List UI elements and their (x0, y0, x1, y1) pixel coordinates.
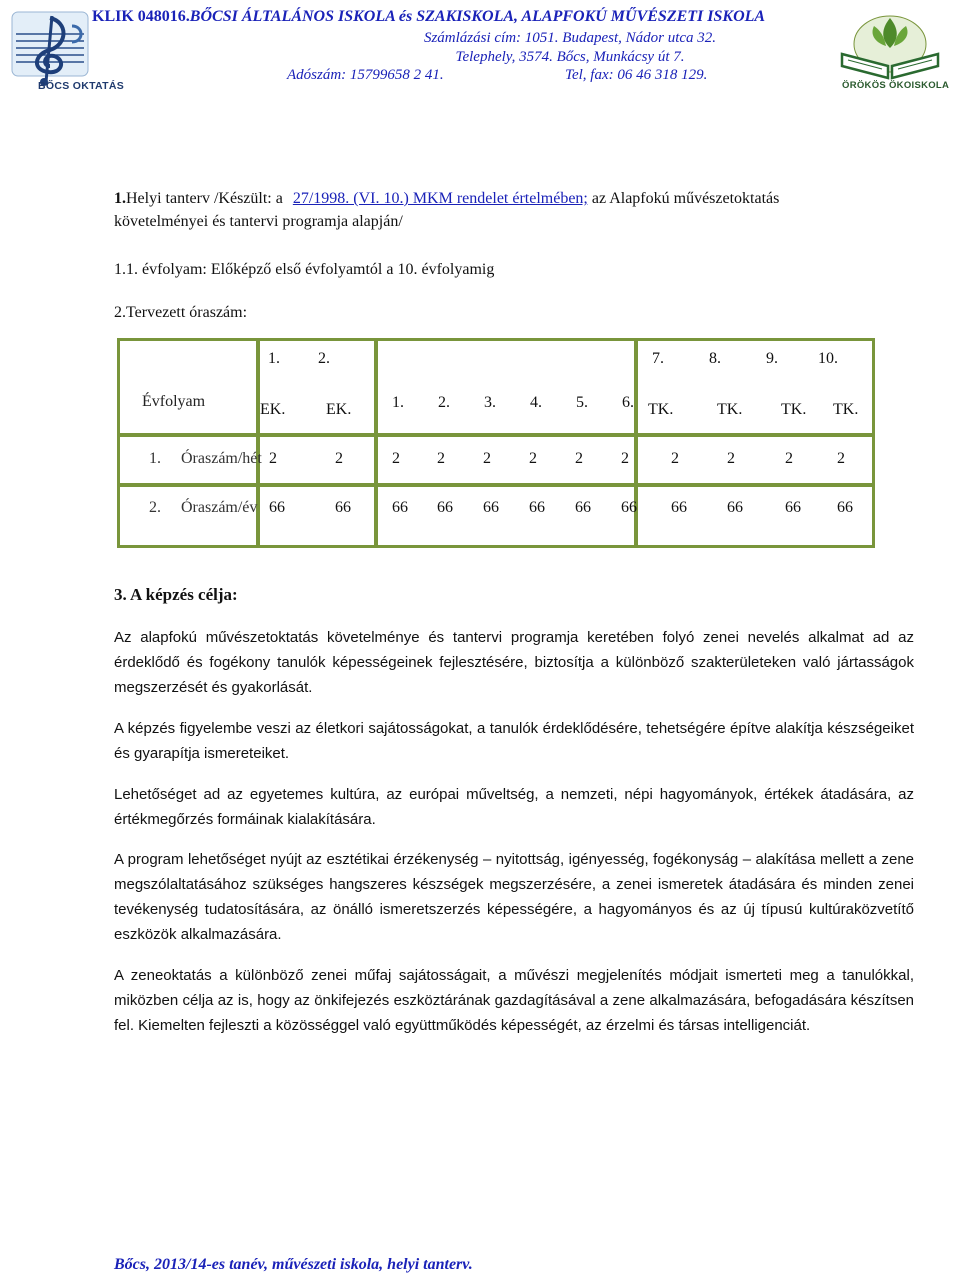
row-label: Óraszám/év (181, 499, 258, 516)
table-cell-value: 66 (785, 499, 801, 516)
site-address: Telephely, 3574. Bőcs, Munkácsy út 7. (455, 49, 685, 65)
grade-bottom: 6. (622, 394, 634, 411)
column-divider (374, 433, 378, 548)
grade-header: Évfolyam (142, 393, 206, 410)
hours-table (117, 338, 875, 548)
phone-fax: Tel, fax: 06 46 318 129. (565, 67, 708, 83)
grade-cell-tk (638, 341, 872, 433)
table-cell-value: 66 (671, 499, 687, 516)
table-cell-value: 2 (437, 450, 445, 467)
school-id: KLIK 048016. (92, 8, 190, 25)
table-cell-value: 66 (269, 499, 285, 516)
grade-top: 9. (766, 350, 778, 367)
paragraph: Lehetőséget ad az egyetemes kultúra, az európai műveltség, a nemzeti, népi hagyományok, értékek átadására, az értékmegőrzés formáinak kialakítására. (114, 786, 914, 828)
school-title (92, 8, 765, 26)
table-cell-value: 66 (837, 499, 853, 516)
logo-left-caption: BŐCS OKTATÁS (38, 80, 125, 92)
table-cell-value: 66 (529, 499, 545, 516)
table-cell-value: 2 (837, 450, 845, 467)
paragraph: A képzés figyelembe veszi az életkori sajátosságokat, a tanulók érdeklődésére, tehetségére építve alakítja készségeiket és gyarapítja ismereteiket. (114, 720, 914, 762)
grade-bottom: EK. (326, 401, 352, 418)
table-cell-value: 2 (727, 450, 735, 467)
local-curriculum-line (114, 190, 779, 208)
grade-bottom: TK. (781, 401, 807, 418)
paragraph: A zeneoktatás a különböző zenei műfaj sajátosságait, a művészi megjelenítés módjait ismerteti meg a tanulókkal, miközben célja az is, hogy az önkifejezés eszköztárának gazdagításával a zene alkalmazására, befogadására készítsen fel. Kiemelten fejleszti a közösséggel való együttműködés képességét, az érzelmi és társas intelligenciát. (114, 967, 914, 1034)
grade-top: 10. (818, 350, 838, 367)
grade-bottom: 2. (438, 394, 450, 411)
grade-top: 1. (268, 350, 280, 367)
grade-bottom: TK. (833, 401, 859, 418)
table-cell-value: 2 (335, 450, 343, 467)
section-heading: 3. A képzés célja: (114, 585, 238, 604)
table-cell-value: 2 (671, 450, 679, 467)
column-divider (634, 433, 638, 548)
grade-bottom: TK. (648, 401, 674, 418)
table-cell-value: 66 (437, 499, 453, 516)
grade-range-line: 1.1. évfolyam: Előképző első évfolyamtól a 10. évfolyamig (114, 261, 495, 278)
table-cell-value: 2 (621, 450, 629, 467)
grade-bottom: 1. (392, 394, 404, 411)
table-cell-value: 66 (621, 499, 637, 516)
table-cell-value: 66 (575, 499, 591, 516)
page-footer: Bőcs, 2013/14-es tanév, művészeti iskola, helyi tanterv. (114, 1256, 473, 1273)
table-cell-value: 2 (392, 450, 400, 467)
row-label: Óraszám/hét (181, 450, 262, 467)
grade-bottom: 3. (484, 394, 496, 411)
grade-top: 8. (709, 350, 721, 367)
curriculum-intro-suffix: az Alapfokú művészetoktatás (591, 190, 780, 207)
curriculum-intro-text: Helyi tanterv /Készült: a (126, 190, 283, 207)
section-number: 1. (114, 190, 126, 207)
grade-cell-ek (260, 341, 374, 433)
paragraph: A program lehetőséget nyújt az esztétikai érzékenység – nyitottság, igényesség, fogékonyság – alakítása mellett a zene megszólaltatásához szükséges hangszeres készségek megszerzésére, a zenei ismeretek átadására és minden zenei tevékenység tudatosítására, az önálló ismeretszerzés képességére, a hagyományos és az új típusú kultúraközvetítő eszközök alkalmazására. (114, 851, 914, 943)
table-cell-value: 66 (335, 499, 351, 516)
school-name: BŐCSI ÁLTALÁNOS ISKOLA és SZAKISKOLA, ALAPFOKÚ MŰVÉSZETI ISKOLA (189, 8, 766, 25)
table-cell-value: 2 (269, 450, 277, 467)
table-cell-value: 2 (483, 450, 491, 467)
table-cell-value: 66 (483, 499, 499, 516)
billing-address: Számlázási cím: 1051. Budapest, Nádor utca 32. (423, 30, 717, 46)
grade-bottom: TK. (717, 401, 743, 418)
tax-number: Adószám: 15799658 2 41. (287, 67, 444, 83)
grade-top: 7. (652, 350, 664, 367)
logo-right-caption: ÖRÖKÖS ÖKOISKOLA (842, 80, 950, 91)
table-cell-value: 66 (727, 499, 743, 516)
grade-cell-basic (378, 341, 634, 433)
grade-bottom: 5. (576, 394, 588, 411)
row-number: 1. (149, 450, 161, 467)
table-header-label-cell (120, 341, 256, 433)
table-cell-value: 2 (529, 450, 537, 467)
paragraph: Az alapfokú művészetoktatás követelménye és tantervi programja keretében folyó zenei nevelés alkalmat ad az érdeklődő és fogékony tanulók képességeinek fejlesztésére, biztosítja a különböző szakterületeken való jártasságok megszerzését és gyakorlását. (114, 629, 914, 696)
curriculum-intro-line2: követelményei és tantervi programja alapján/ (114, 213, 403, 230)
planned-hours-label: 2.Tervezett óraszám: (114, 304, 248, 321)
grade-top: 2. (318, 350, 330, 367)
grade-bottom: 4. (530, 394, 542, 411)
table-cell-value: 66 (392, 499, 408, 516)
grade-bottom: EK. (260, 401, 286, 418)
decree-link[interactable]: 27/1998. (VI. 10.) MKM rendelet értelmében; (292, 190, 588, 207)
row-number: 2. (149, 499, 161, 516)
table-cell-value: 2 (575, 450, 583, 467)
table-cell-value: 2 (785, 450, 793, 467)
